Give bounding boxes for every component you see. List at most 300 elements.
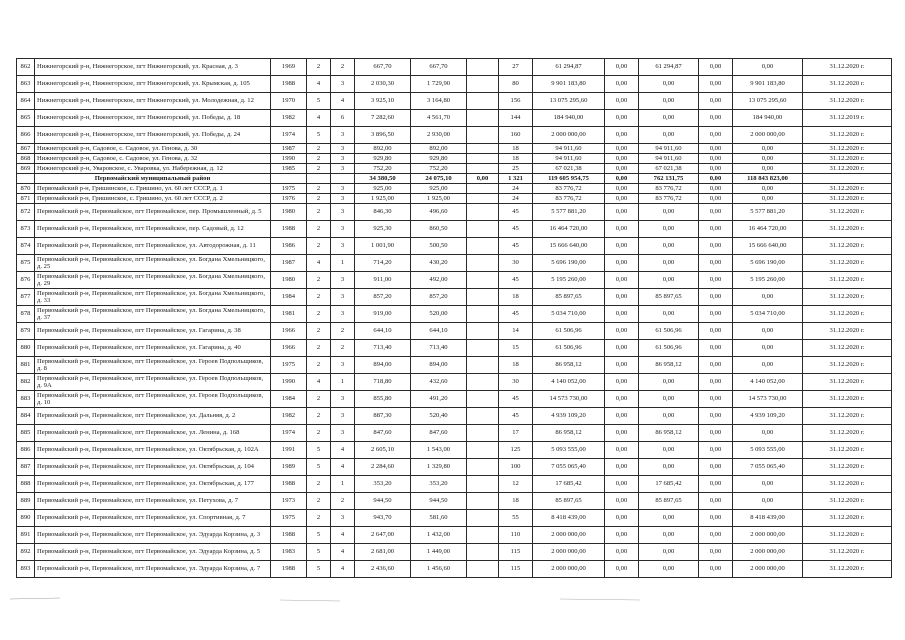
cell-addr: Первомайский р-н, Первомайское, пгт Первомайское, ул. Петухова, д. 7: [35, 493, 271, 510]
cell-year: 1988: [271, 476, 307, 493]
cell-c11: 0,00: [605, 510, 639, 527]
cell-c12: 0,00: [639, 408, 699, 425]
cell-c14: 2 000 000,00: [733, 561, 803, 578]
cell-year: 1975: [271, 510, 307, 527]
cell-c14: 5 195 260,00: [733, 272, 803, 289]
cell-addr: Первомайский р-н, Первомайское, пгт Первомайское, ул. Богдана Хмельницкого, д. 25: [35, 255, 271, 272]
cell-area: 925,00: [355, 184, 411, 194]
cell-date: 31.12.2019 г.: [803, 110, 892, 127]
cell-floors: 5: [307, 527, 331, 544]
table-row: [17, 238, 892, 255]
cell-c14: 0,00: [733, 357, 803, 374]
cell-date: 31.12.2020 г.: [803, 238, 892, 255]
cell-date: 31.12.2020 г.: [803, 527, 892, 544]
cell-date: 31.12.2020 г.: [803, 442, 892, 459]
cell-c14: 0,00: [733, 144, 803, 154]
cell-c14: 0,00: [733, 164, 803, 174]
cell-area2: 925,00: [411, 184, 467, 194]
cell-year: 1973: [271, 493, 307, 510]
cell-addr: Первомайский р-н, Первомайское, пгт Первомайское, ул. Ленина, д. 168: [35, 425, 271, 442]
cell-c8: [467, 442, 499, 459]
cell-n: 877: [17, 289, 35, 306]
cell-area2: 3 164,80: [411, 93, 467, 110]
cell-c12: 0,00: [639, 561, 699, 578]
cell-floors: 2: [307, 221, 331, 238]
cell-c9: 17: [499, 425, 533, 442]
cell-area: 667,70: [355, 59, 411, 76]
cell-total: 5 034 710,00: [533, 306, 605, 323]
cell-area2: 500,50: [411, 238, 467, 255]
cell-c12: 0,00: [639, 510, 699, 527]
cell-area: 2 605,10: [355, 442, 411, 459]
cell-c14: 5 093 555,00: [733, 442, 803, 459]
cell-year: 1966: [271, 323, 307, 340]
cell-entr: 3: [331, 154, 355, 164]
cell-area2: 520,40: [411, 408, 467, 425]
cell-c14: 2 000 000,00: [733, 527, 803, 544]
cell-floors: 2: [307, 154, 331, 164]
cell-c11: 0,00: [605, 561, 639, 578]
cell-area: 353,20: [355, 476, 411, 493]
cell-floors: 2: [307, 59, 331, 76]
cell-floors: 2: [307, 357, 331, 374]
table-row: [17, 255, 892, 272]
cell-addr: Первомайский р-н, Первомайское, пгт Первомайское, ул. Октябрьская, д. 104: [35, 459, 271, 476]
cell-c14: 9 901 183,80: [733, 76, 803, 93]
cell-total: 61 506,96: [533, 340, 605, 357]
cell-c13: 0,00: [699, 204, 733, 221]
cell-area2: 581,60: [411, 510, 467, 527]
cell-c11: 0,00: [605, 204, 639, 221]
cell-n: 886: [17, 442, 35, 459]
cell-total: 94 911,60: [533, 144, 605, 154]
cell-entr: 4: [331, 527, 355, 544]
cell-c11: 0,00: [605, 425, 639, 442]
cell-total: 8 418 439,00: [533, 510, 605, 527]
table-row: [17, 110, 892, 127]
cell-floors: 2: [307, 238, 331, 255]
cell-c9: 45: [499, 204, 533, 221]
cell-total: 5 577 881,20: [533, 204, 605, 221]
cell-c13: 0,00: [699, 76, 733, 93]
cell-entr: 2: [331, 493, 355, 510]
cell-total: 2 000 000,00: [533, 527, 605, 544]
cell-floors: 2: [307, 204, 331, 221]
cell-c11: 0,00: [605, 408, 639, 425]
cell-c14: 0,00: [733, 154, 803, 164]
table-row: [17, 164, 892, 174]
cell-entr: 4: [331, 93, 355, 110]
table-row: [17, 544, 892, 561]
table-row: [17, 340, 892, 357]
cell-c11: 0,00: [605, 374, 639, 391]
cell-entr: 3: [331, 184, 355, 194]
cell-addr: Первомайский р-н, Первомайское, пгт Первомайское, ул. Героев Подпольщиков, д. 8: [35, 357, 271, 374]
cell-c8: [467, 459, 499, 476]
cell-c9: 110: [499, 527, 533, 544]
cell-c13: 0,00: [699, 93, 733, 110]
cell-c11: 0,00: [605, 255, 639, 272]
table-row: [17, 154, 892, 164]
cell-c13: 0,00: [699, 493, 733, 510]
cell-total: 61 506,96: [533, 323, 605, 340]
cell-c9: 45: [499, 272, 533, 289]
cell-c12: 0,00: [639, 272, 699, 289]
table-row: [17, 493, 892, 510]
cell-year: 1987: [271, 144, 307, 154]
cell-c9: 12: [499, 476, 533, 493]
cell-floors: 2: [307, 408, 331, 425]
cell-c8: [467, 425, 499, 442]
cell-area: 2 030,30: [355, 76, 411, 93]
cell-addr: Первомайский р-н, Первомайское, пгт Первомайское, ул. Эдуарда Корзина, д. 5: [35, 544, 271, 561]
cell-c13: 0,00: [699, 510, 733, 527]
cell-c13: 0,00: [699, 391, 733, 408]
cell-n: 883: [17, 391, 35, 408]
cell-c8: [467, 184, 499, 194]
cell-c11: 0,00: [605, 476, 639, 493]
cell-addr: Первомайский р-н, Гришинское, с. Гришино, ул. 60 лет СССР, д. 2: [35, 194, 271, 204]
cell-area: 855,80: [355, 391, 411, 408]
cell-c8: [467, 154, 499, 164]
cell-total: 14 573 730,00: [533, 391, 605, 408]
cell-area: 1 925,00: [355, 194, 411, 204]
cell-total: 5 093 555,00: [533, 442, 605, 459]
cell-area2: 1 925,00: [411, 194, 467, 204]
cell-total: 83 776,72: [533, 184, 605, 194]
cell-c11: 0,00: [605, 323, 639, 340]
table-row: [17, 306, 892, 323]
cell-year: 1970: [271, 93, 307, 110]
cell-c13: 0,00: [699, 59, 733, 76]
cell-date: 31.12.2020 г.: [803, 374, 892, 391]
cell-c14: 7 055 065,40: [733, 459, 803, 476]
cell-floors: [307, 174, 331, 184]
cell-entr: 3: [331, 204, 355, 221]
cell-c9: 45: [499, 221, 533, 238]
cell-c8: [467, 323, 499, 340]
cell-addr: Нижнегорский р-н, Садовое, с. Садовое, ул. Генова, д. 32: [35, 154, 271, 164]
cell-floors: 2: [307, 476, 331, 493]
cell-addr: Первомайский р-н, Первомайское, пгт Первомайское, ул. Автодорожная, д. 11: [35, 238, 271, 255]
cell-area: 644,10: [355, 323, 411, 340]
cell-n: 892: [17, 544, 35, 561]
cell-c9: 156: [499, 93, 533, 110]
cell-c8: 0,00: [467, 174, 499, 184]
cell-c13: 0,00: [699, 459, 733, 476]
cell-floors: 4: [307, 76, 331, 93]
cell-year: 1976: [271, 194, 307, 204]
cell-c13: 0,00: [699, 272, 733, 289]
cell-n: 891: [17, 527, 35, 544]
cell-c14: 184 940,00: [733, 110, 803, 127]
cell-year: 1990: [271, 154, 307, 164]
cell-c8: [467, 476, 499, 493]
cell-year: 1969: [271, 59, 307, 76]
cell-floors: 2: [307, 272, 331, 289]
cell-area2: 857,20: [411, 289, 467, 306]
cell-c14: 4 140 052,00: [733, 374, 803, 391]
cell-area: 714,20: [355, 255, 411, 272]
cell-c9: 24: [499, 184, 533, 194]
cell-floors: 5: [307, 544, 331, 561]
cell-total: 9 901 183,80: [533, 76, 605, 93]
table-row: [17, 144, 892, 154]
cell-c13: 0,00: [699, 408, 733, 425]
cell-c8: [467, 493, 499, 510]
cell-floors: 2: [307, 425, 331, 442]
cell-c11: 0,00: [605, 272, 639, 289]
cell-c14: 0,00: [733, 476, 803, 493]
cell-c13: 0,00: [699, 561, 733, 578]
table-row: [17, 289, 892, 306]
cell-floors: 2: [307, 306, 331, 323]
cell-c9: 14: [499, 323, 533, 340]
cell-entr: 3: [331, 408, 355, 425]
cell-n: 885: [17, 425, 35, 442]
cell-c13: 0,00: [699, 340, 733, 357]
cell-c11: 0,00: [605, 154, 639, 164]
cell-n: 869: [17, 164, 35, 174]
cell-c8: [467, 127, 499, 144]
cell-area2: 644,10: [411, 323, 467, 340]
cell-n: 862: [17, 59, 35, 76]
cell-area: 894,00: [355, 357, 411, 374]
cell-year: 1975: [271, 357, 307, 374]
cell-n: 878: [17, 306, 35, 323]
cell-c8: [467, 59, 499, 76]
cell-n: 888: [17, 476, 35, 493]
cell-n: 887: [17, 459, 35, 476]
cell-c8: [467, 164, 499, 174]
table-row: [17, 374, 892, 391]
cell-date: 31.12.2020 г.: [803, 391, 892, 408]
cell-entr: 3: [331, 238, 355, 255]
cell-area: 847,60: [355, 425, 411, 442]
cell-c13: 0,00: [699, 127, 733, 144]
cell-entr: 2: [331, 323, 355, 340]
cell-c12: 85 897,65: [639, 493, 699, 510]
cell-c8: [467, 272, 499, 289]
cell-c14: 5 577 881,20: [733, 204, 803, 221]
cell-floors: 2: [307, 510, 331, 527]
cell-date: 31.12.2020 г.: [803, 127, 892, 144]
cell-c9: 18: [499, 289, 533, 306]
cell-date: 31.12.2020 г.: [803, 323, 892, 340]
cell-area: 3 925,10: [355, 93, 411, 110]
cell-area: 713,40: [355, 340, 411, 357]
cell-n: 889: [17, 493, 35, 510]
cell-total: 85 897,65: [533, 493, 605, 510]
cell-floors: 5: [307, 459, 331, 476]
cell-c13: 0,00: [699, 184, 733, 194]
cell-c13: 0,00: [699, 174, 733, 184]
table-row: [17, 425, 892, 442]
table-row: [17, 204, 892, 221]
cell-area: 911,00: [355, 272, 411, 289]
cell-c14: 16 464 720,00: [733, 221, 803, 238]
cell-c13: 0,00: [699, 323, 733, 340]
cell-date: 31.12.2020 г.: [803, 221, 892, 238]
cell-year: 1984: [271, 289, 307, 306]
cell-c9: 45: [499, 391, 533, 408]
cell-addr: Первомайский р-н, Первомайское, пгт Первомайское, ул. Героев Подпольщиков, д. 10: [35, 391, 271, 408]
cell-floors: 2: [307, 144, 331, 154]
cell-area2: 430,20: [411, 255, 467, 272]
cell-c13: 0,00: [699, 164, 733, 174]
scan-artifacts: [0, 596, 905, 606]
cell-date: 31.12.2020 г.: [803, 184, 892, 194]
cell-total: 13 075 295,60: [533, 93, 605, 110]
cell-c14: 2 000 000,00: [733, 127, 803, 144]
cell-c12: 67 021,38: [639, 164, 699, 174]
cell-addr: Первомайский р-н, Гришинское, с. Гришино, ул. 60 лет СССР, д. 1: [35, 184, 271, 194]
cell-area: 929,80: [355, 154, 411, 164]
cell-addr: Первомайский р-н, Первомайское, пгт Первомайское, пер. Промышленный, д. 5: [35, 204, 271, 221]
cell-entr: 1: [331, 255, 355, 272]
cell-c12: 0,00: [639, 76, 699, 93]
cell-c11: 0,00: [605, 144, 639, 154]
cell-c8: [467, 110, 499, 127]
cell-c9: 18: [499, 154, 533, 164]
cell-c11: 0,00: [605, 238, 639, 255]
cell-area2: 24 075,10: [411, 174, 467, 184]
cell-c14: 0,00: [733, 289, 803, 306]
cell-n: 864: [17, 93, 35, 110]
cell-date: 31.12.2020 г.: [803, 272, 892, 289]
cell-date: 31.12.2020 г.: [803, 476, 892, 493]
cell-c14: 15 666 640,00: [733, 238, 803, 255]
cell-floors: 4: [307, 110, 331, 127]
cell-c9: 45: [499, 306, 533, 323]
cell-area2: 4 561,70: [411, 110, 467, 127]
cell-n: 893: [17, 561, 35, 578]
cell-c14: 4 939 109,20: [733, 408, 803, 425]
table-row: [17, 476, 892, 493]
cell-total: 61 294,87: [533, 59, 605, 76]
cell-c9: 45: [499, 408, 533, 425]
cell-date: 31.12.2020 г.: [803, 561, 892, 578]
cell-area: 3 896,50: [355, 127, 411, 144]
cell-area: 2 647,00: [355, 527, 411, 544]
cell-n: 881: [17, 357, 35, 374]
cell-c8: [467, 194, 499, 204]
cell-area2: 1 449,00: [411, 544, 467, 561]
cell-c8: [467, 527, 499, 544]
cell-year: 1988: [271, 527, 307, 544]
cell-entr: 3: [331, 306, 355, 323]
cell-floors: 5: [307, 442, 331, 459]
cell-c12: 85 897,65: [639, 289, 699, 306]
cell-area: 718,80: [355, 374, 411, 391]
cell-date: 31.12.2020 г.: [803, 510, 892, 527]
cell-total: 4 140 052,00: [533, 374, 605, 391]
cell-total: 86 958,12: [533, 357, 605, 374]
cell-c9: 100: [499, 459, 533, 476]
cell-c9: 25: [499, 164, 533, 174]
cell-c13: 0,00: [699, 144, 733, 154]
cell-area2: 492,00: [411, 272, 467, 289]
housing-register-table: [16, 58, 892, 578]
cell-n: 872: [17, 204, 35, 221]
cell-c14: 0,00: [733, 340, 803, 357]
table-row: [17, 76, 892, 93]
cell-c11: 0,00: [605, 127, 639, 144]
cell-addr: Нижнегорский р-н, Нижнегорское, пгт Нижнегорский, ул. Победы, д. 18: [35, 110, 271, 127]
table-row: [17, 527, 892, 544]
table-row: [17, 510, 892, 527]
register-sheet: [16, 58, 891, 578]
cell-n: 874: [17, 238, 35, 255]
cell-year: 1982: [271, 408, 307, 425]
cell-c9: 18: [499, 493, 533, 510]
cell-area2: 1 543,00: [411, 442, 467, 459]
table-row: [17, 127, 892, 144]
cell-addr: Первомайский р-н, Первомайское, пгт Первомайское, ул. Эдуарда Корзина, д. 7: [35, 561, 271, 578]
cell-c8: [467, 144, 499, 154]
cell-year: 1981: [271, 306, 307, 323]
cell-c14: 0,00: [733, 323, 803, 340]
cell-c9: 1 321: [499, 174, 533, 184]
table-row: [17, 391, 892, 408]
cell-date: 31.12.2020 г.: [803, 357, 892, 374]
cell-c8: [467, 306, 499, 323]
cell-floors: 2: [307, 289, 331, 306]
cell-c13: 0,00: [699, 425, 733, 442]
cell-c12: 0,00: [639, 374, 699, 391]
table-row: [17, 408, 892, 425]
cell-addr: Нижнегорский р-н, Нижнегорское, пгт Нижнегорский, ул. Молодежная, д. 12: [35, 93, 271, 110]
cell-total: 119 605 954,75: [533, 174, 605, 184]
cell-entr: 2: [331, 59, 355, 76]
cell-year: 1989: [271, 459, 307, 476]
cell-area: 2 284,60: [355, 459, 411, 476]
cell-c8: [467, 544, 499, 561]
cell-year: 1986: [271, 238, 307, 255]
cell-c11: 0,00: [605, 544, 639, 561]
cell-c9: 27: [499, 59, 533, 76]
cell-c14: 0,00: [733, 184, 803, 194]
cell-c11: 0,00: [605, 76, 639, 93]
cell-area2: 520,00: [411, 306, 467, 323]
cell-date: 31.12.2020 г.: [803, 459, 892, 476]
cell-c8: [467, 374, 499, 391]
cell-entr: 3: [331, 194, 355, 204]
cell-area2: 1 456,60: [411, 561, 467, 578]
cell-entr: 3: [331, 76, 355, 93]
cell-date: 31.12.2020 г.: [803, 544, 892, 561]
cell-date: 31.12.2020 г.: [803, 289, 892, 306]
cell-area: 944,50: [355, 493, 411, 510]
cell-area2: 353,20: [411, 476, 467, 493]
cell-year: 1982: [271, 110, 307, 127]
cell-area: 2 436,60: [355, 561, 411, 578]
cell-c12: 0,00: [639, 110, 699, 127]
cell-total: 2 000 000,00: [533, 127, 605, 144]
cell-c13: 0,00: [699, 306, 733, 323]
cell-date: 31.12.2020 г.: [803, 194, 892, 204]
cell-area: 943,70: [355, 510, 411, 527]
cell-c8: [467, 408, 499, 425]
cell-c8: [467, 391, 499, 408]
cell-c12: 0,00: [639, 391, 699, 408]
cell-c8: [467, 510, 499, 527]
cell-floors: 4: [307, 374, 331, 391]
cell-c11: 0,00: [605, 289, 639, 306]
table-row: [17, 357, 892, 374]
cell-n: 879: [17, 323, 35, 340]
cell-c9: 24: [499, 194, 533, 204]
